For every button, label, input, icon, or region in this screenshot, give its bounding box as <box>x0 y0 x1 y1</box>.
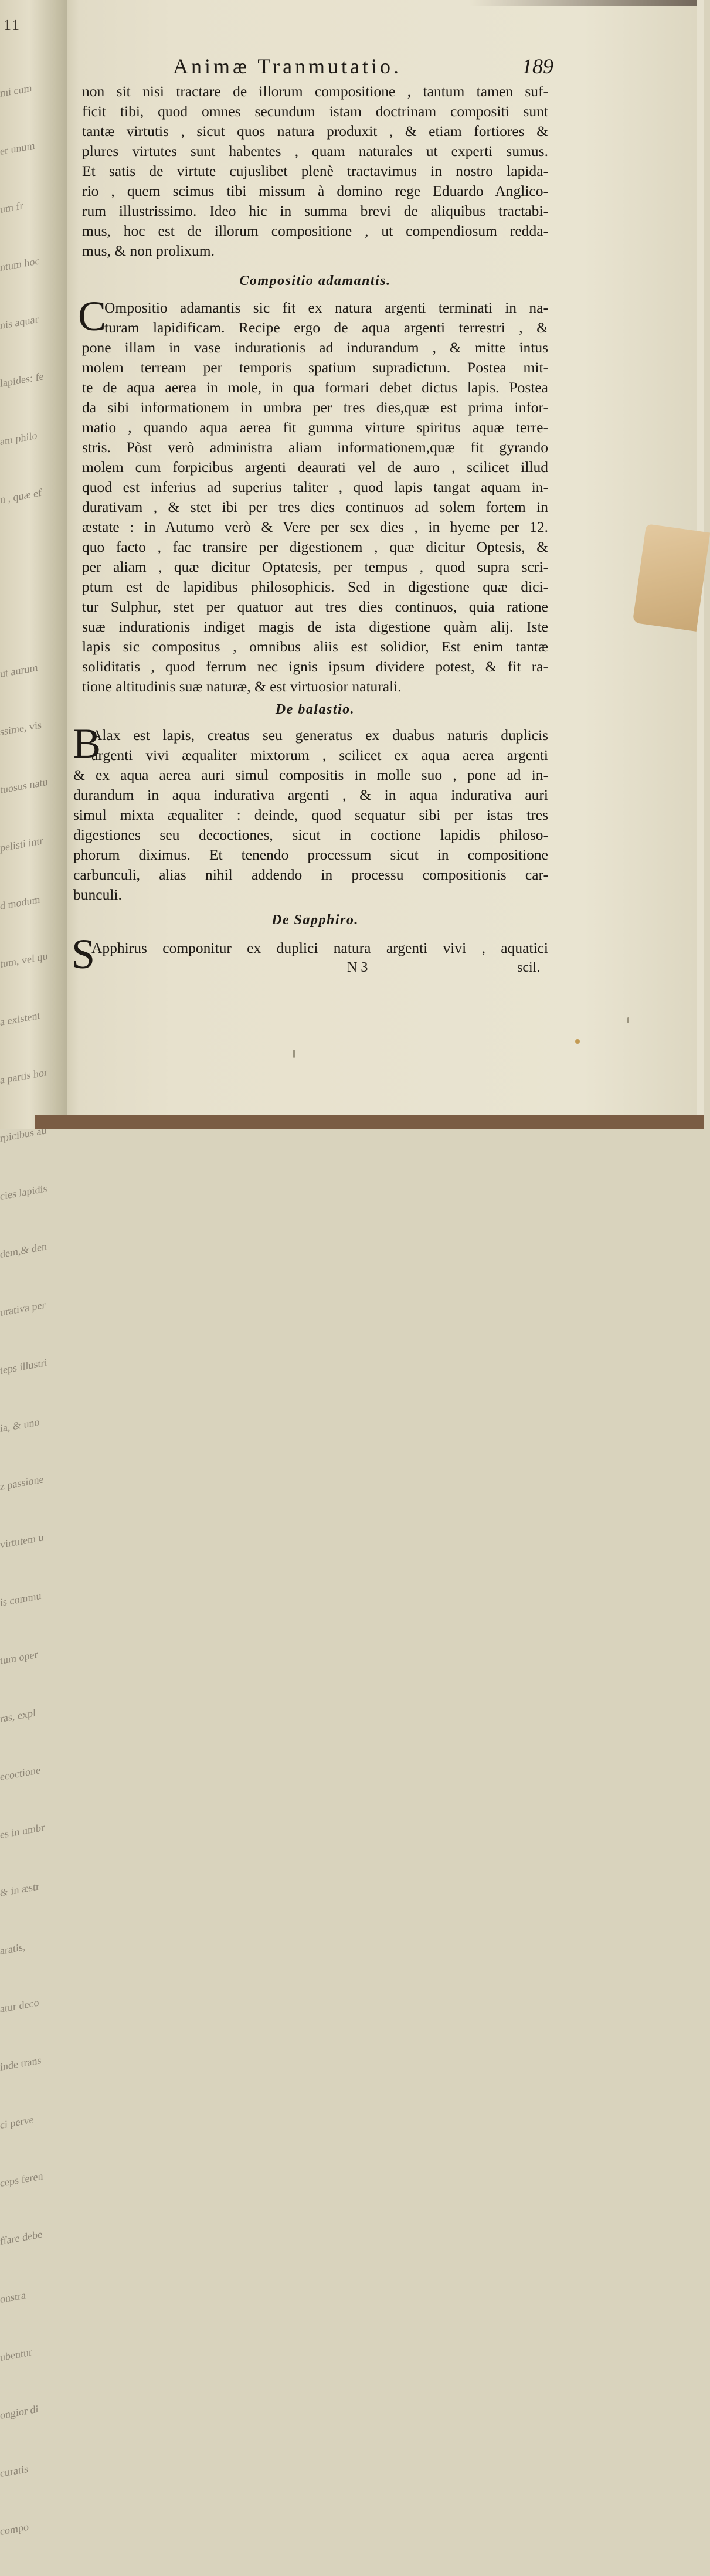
running-head: Animæ Tranmutatio. <box>173 55 402 78</box>
text-line: rum illustrissimo. Ideo hic in summa brevi de aliquibus tractabi- <box>82 202 548 219</box>
signature-mark: N 3 <box>347 960 368 975</box>
text-line: mus, hoc est de illorum compositione , ut compendiosum redda- <box>82 222 548 239</box>
left-page-bleed <box>0 41 48 2576</box>
text-line: non sit nisi tractare de illorum compositione , tantum tamen suf- <box>82 83 548 100</box>
bleed-line <box>0 579 48 587</box>
bleed-line: is commu <box>0 1589 42 1609</box>
bleed-line: curatis <box>0 2462 28 2480</box>
bleed-line: teps illustri <box>0 1356 47 1377</box>
bleed-line: ia, & uno <box>0 1416 40 1435</box>
section-heading: Compositio adamantis. <box>239 273 391 289</box>
section-heading: De Sapphiro. <box>271 912 359 928</box>
text-line: da sibi informationem in umbra per tres dies,quæ est prima infor- <box>82 399 548 416</box>
bleed-line: a existent <box>0 1009 40 1029</box>
text-line: quod est inferius ad superius taliter , quod lapis tangat aquam in- <box>82 478 548 495</box>
paper-tab <box>633 524 710 632</box>
bleed-line: urativa per <box>0 1298 46 1319</box>
text-line: mus, & non prolixum. <box>82 242 215 259</box>
text-line: tione altitudinis suæ naturæ, & est virtuosior naturali. <box>82 678 402 695</box>
bleed-line: ci perve <box>0 2113 34 2132</box>
bleed-line: onstra <box>0 2289 26 2306</box>
text-line: rio , quem scimus tibi missum à domino rege Eduardo Anglico- <box>82 182 548 199</box>
text-line: plures virtutes sunt habentes , quam naturales ut experti sumus. <box>82 142 548 159</box>
foxing-spot <box>575 1039 580 1044</box>
text-line: turam lapidificam. Recipe ergo de aqua argenti terrestri , & <box>104 319 548 336</box>
intro-paragraph <box>82 82 548 261</box>
bleed-line: um fr <box>0 199 23 216</box>
bleed-line: er unum <box>0 139 35 158</box>
bleed-line: lapides: fe <box>0 370 44 390</box>
bleed-line: am philo <box>0 429 38 448</box>
page-number: 189 <box>522 55 553 78</box>
bleed-line: pelisti intr <box>0 834 43 854</box>
text-line: matio , quando aqua aerea fit gumma virture spiritus aquæ terre- <box>82 419 548 436</box>
text-line: argenti vivi æqualiter mixtorum , scilicet ex aqua aerea argenti <box>91 746 548 763</box>
bleed-line: ssime, vis <box>0 718 42 738</box>
drop-cap: B <box>73 720 101 767</box>
text-line: quo facto , fac transire per digestionem , quæ dicitur Optesis, & <box>82 538 548 555</box>
bleed-line: aratis, <box>0 1940 26 1957</box>
bleed-line: ubentur <box>0 2346 32 2364</box>
bleed-line: ntum hoc <box>0 254 40 274</box>
text-line: Apphirus componitur ex duplici natura argenti vivi , aquatici <box>91 939 548 956</box>
bleed-line <box>0 540 48 548</box>
bleed-line: tuosus natu <box>0 775 48 796</box>
bleed-line: ras, expl <box>0 1706 36 1725</box>
binding-bottom-edge <box>35 1115 704 1129</box>
left-page-number: 11 <box>4 16 21 33</box>
bleed-line: mi cum <box>0 82 32 100</box>
section-paragraph <box>91 938 548 958</box>
bleed-line: ongior di <box>0 2402 39 2422</box>
section-paragraph <box>91 725 548 765</box>
bleed-line: n , quæ ef <box>0 486 42 506</box>
bleed-line: dem,& den <box>0 1240 47 1261</box>
text-line: carbunculi, alias nihil addendo in processu compositionis car- <box>73 866 548 883</box>
text-line: Alax est lapis, creatus seu generatus ex duabus naturis duplicis <box>91 727 548 744</box>
text-line: simul mixta æqualiter : deinde, quod sequatur sibi per istas tres <box>73 806 548 823</box>
bleed-line: & in æstr <box>0 1880 40 1899</box>
drop-cap: C <box>78 293 107 340</box>
bleed-line: rpicibus au <box>0 1124 47 1145</box>
bleed-line: ceps feren <box>0 2170 43 2190</box>
bleed-line: ut aurum <box>0 661 38 680</box>
text-line: stris. Pòst verò administra aliam informationem,quæ fit gyrando <box>82 439 548 456</box>
text-line: te de aqua aerea in mole, in qua formari debet dictus lapis. Postea <box>82 379 548 396</box>
bleed-line: nis aquar <box>0 313 39 332</box>
section-paragraph-cont <box>73 765 548 905</box>
text-line: molem cum forpicibus argenti deaurati vel de auro , scilicet illud <box>82 459 548 476</box>
text-line: soliditatis , quod ferrum nec ignis ipsum dividere potest, & fit ra- <box>82 658 548 675</box>
section-paragraph-cont <box>82 338 548 697</box>
paper-fleck <box>293 1050 295 1058</box>
text-line: ptum est de lapidibus philosophicis. Sed in digestione quæ dici- <box>82 578 548 595</box>
section-heading: De balastio. <box>275 702 355 717</box>
text-line: durativam , & stet ibi per tres dies continuos ad solem fortem in <box>82 498 548 515</box>
top-edge-shadow <box>469 0 704 6</box>
bleed-line: tum, vel qu <box>0 949 48 970</box>
text-line: suæ indurationis indiget magis de ista digestione quàm alij. Iste <box>82 618 548 635</box>
text-line: æstate : in Autumo verò & Vere per sex dies , in hyeme per 12. <box>82 518 548 535</box>
bleed-line: atur deco <box>0 1996 39 2015</box>
text-line: phorum diximus. Et tenendo processum sicut in compositione <box>73 846 548 863</box>
text-line: & ex aqua aerea auri simul compositis in molle suo , pone ad in- <box>73 766 548 783</box>
paper-fleck <box>627 1017 629 1023</box>
text-line: lapis sic compositus , omnibus aliis est solidior, Est enim tantæ <box>82 638 548 655</box>
bleed-line: a partis hor <box>0 1065 47 1087</box>
text-line: bunculi. <box>73 886 122 903</box>
text-line: durandum in aqua indurativa argenti , & in aqua indurativa auri <box>73 786 548 803</box>
text-line: tur Sulphur, stet per quatuor aut tres dies continuos, quia ratione <box>82 598 548 615</box>
bleed-line: ecoctione <box>0 1764 40 1783</box>
bleed-line: ffare debe <box>0 2228 43 2248</box>
catchword: scil. <box>517 960 541 975</box>
text-line: pone illam in vase indurationis ad indurandum , & mitte intus <box>82 339 548 356</box>
text-line: Ompositio adamantis sic fit ex natura argenti terminati in na- <box>104 299 548 316</box>
text-line: tantæ virtutis , sicut quos natura produxit , & etiam fortiores & <box>82 123 548 140</box>
bleed-line: virtutem u <box>0 1531 44 1551</box>
bleed-line: d modum <box>0 893 40 912</box>
bleed-line <box>0 617 48 626</box>
text-line: molem terream per temporis spatium supradictum. Postea mit- <box>82 359 548 376</box>
text-line: Et satis de virtute cujuslibet plenè tractavimus in nostro lapida- <box>82 162 548 179</box>
bleed-line: compo <box>0 2520 29 2538</box>
text-line: ficit tibi, quod omnes secundum istam doctrinam compositi sunt <box>82 103 548 120</box>
text-line: per aliam , quæ dicitur Optatesis, per tempus , quod supra scri- <box>82 558 548 575</box>
bleed-line: es in umbr <box>0 1821 45 1841</box>
drop-cap: S <box>72 931 96 978</box>
bleed-line: inde trans <box>0 2054 42 2073</box>
bleed-line: z passione <box>0 1473 44 1493</box>
bleed-line: tum oper <box>0 1648 38 1667</box>
bleed-line: cies lapidis <box>0 1182 47 1203</box>
section-paragraph <box>104 298 548 338</box>
text-line: digestiones seu decoctiones, sicut in coctione lapidis philoso- <box>73 826 548 843</box>
